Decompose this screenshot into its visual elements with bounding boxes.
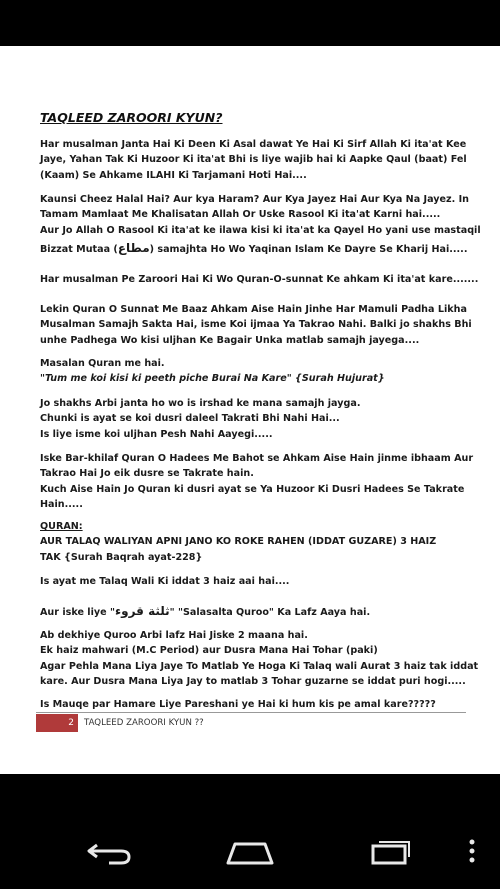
status-bar <box>0 0 500 46</box>
footer-title: TAQLEED ZAROORI KYUN ?? <box>84 718 204 728</box>
home-button[interactable] <box>222 836 278 876</box>
paragraph-3 <box>40 272 479 287</box>
text-line: Jaye, Yahan Tak Ki Huzoor Ki ita'at Bhi is liye wajib hai ki Aapke Qaul (baat) Fel <box>40 154 467 166</box>
recent-apps-icon <box>365 836 415 866</box>
overflow-menu-button[interactable] <box>462 836 482 876</box>
text-segment: ) samajhta Ho Wo Yaqinan Islam Ke Dayre Se Kharij Hai..... <box>149 243 468 255</box>
text-line: Masalan Quran me hai. <box>40 358 165 369</box>
section-label: QURAN: <box>40 521 83 532</box>
back-button[interactable] <box>82 836 138 876</box>
text-line: Jo shakhs Arbi janta ho wo is irshad ke mana samajh jayga. <box>40 398 361 409</box>
paragraph-6 <box>40 396 468 442</box>
text-line: Is liye isme koi uljhan Pesh Nahi Aayegi..... <box>40 428 273 440</box>
text-line-mixed <box>40 604 468 620</box>
text-line: Iske Bar-khilaf Quran O Hadees Me Bahot se Ahkam Aise Hain jinme ibhaam Aur <box>40 453 474 464</box>
text-line: Musalman Samajh Sakta Hai, isme Koi ijmaa Ya Takrao Nahi. Balki jo shakhs Bhi <box>40 319 472 331</box>
home-icon <box>222 836 278 866</box>
paragraph-2 <box>40 192 481 257</box>
text-line: kare. Aur Dusra Mana Liya Jay to matlab 3 Tohar guzarne se iddat puri hogi..... <box>40 675 466 687</box>
text-line: Hain..... <box>40 498 83 510</box>
text-line: Is ayat me Talaq Wali Ki iddat 3 haiz aai hai.... <box>40 576 290 587</box>
text-line-mixed <box>40 241 468 257</box>
text-line: Takrao Hai Jo eik dusre se Takrate hain. <box>40 468 254 480</box>
text-line: Har musalman Pe Zaroori Hai Ki Wo Quran-O-sunnat Ke ahkam Ki ita'at kare....... <box>40 274 479 285</box>
back-arrow-icon <box>85 836 135 866</box>
text-segment: " "Salasalta Quroo" Ka Lafz Aaya hai. <box>169 607 371 618</box>
text-line: Is Mauqe par Hamare Liye Pareshani ye Hai ki hum kis pe amal kare????? <box>40 699 436 710</box>
paragraph-1 <box>40 137 468 183</box>
paragraph-9 <box>40 574 468 589</box>
document-title: TAQLEED ZAROORI KYUN? <box>40 110 223 125</box>
text-line: AUR TALAQ WALIYAN APNI JANO KO ROKE RAHEN (IDDAT GUZARE) 3 HAIZ <box>40 536 437 548</box>
text-line: Lekin Quran O Sunnat Me Baaz Ahkam Aise Hain Jinhe Har Mamuli Padha Likha <box>40 304 467 315</box>
paragraph-11 <box>40 628 479 689</box>
paragraph-4 <box>40 302 472 348</box>
paragraph-10 <box>40 604 468 620</box>
paragraph-12 <box>40 697 468 712</box>
paragraph-5 <box>40 356 468 387</box>
recent-apps-button[interactable] <box>362 836 418 876</box>
text-line: Ab dekhiye Quroo Arbi lafz Hai Jiske 2 maana hai. <box>40 630 308 641</box>
navigation-bar <box>0 774 500 889</box>
text-line: Aur Jo Allah O Rasool Ki ita'at ke ilawa kisi ki ita'at ka Qayel Ho yani use mastaqil <box>40 224 481 236</box>
text-line: unhe Padhega Wo kisi uljhan Ke Bagair Unka matlab samajh jayega.... <box>40 334 420 346</box>
document-page[interactable] <box>0 46 500 774</box>
text-line: Chunki is ayat se koi dusri daleel Takrati Bhi Nahi Hai... <box>40 413 340 425</box>
footer-divider <box>36 712 466 713</box>
text-line: Kaunsi Cheez Halal Hai? Aur kya Haram? Aur Kya Jayez Hai Aur Kya Na Jayez. In <box>40 194 470 205</box>
page-number: 2 <box>36 714 78 732</box>
paragraph-7 <box>40 451 474 512</box>
urdu-text: مطاع <box>117 240 150 255</box>
overflow-menu-icon <box>462 836 482 866</box>
text-line: Har musalman Janta Hai Ki Deen Ki Asal dawat Ye Hai Ki Sirf Allah Ki ita'at Kee <box>40 139 467 150</box>
text-line: TAK {Surah Baqrah ayat-228} <box>40 551 203 563</box>
paragraph-quran <box>40 519 468 565</box>
text-line: Agar Pehla Mana Liya Jaye To Matlab Ye Hoga Ki Talaq wali Aurat 3 haiz tak iddat <box>40 660 479 672</box>
text-segment: Aur iske liye " <box>40 607 115 618</box>
text-line: (Kaam) Se Ahkame ILAHI Ki Tarjamani Hoti Hai.... <box>40 169 307 181</box>
urdu-text: ثلثة قروء <box>114 604 170 618</box>
text-segment: Bizzat Mutaa ( <box>40 243 118 255</box>
text-line: Ek haiz mahwari (M.C Period) aur Dusra Mana Hai Tohar (paki) <box>40 645 378 657</box>
text-line: Tamam Mamlaat Me Khalisatan Allah Or Uske Rasool Ki ita'at Karni hai..... <box>40 209 441 221</box>
quote-line: "Tum me koi kisi ki peeth piche Burai Na Kare" {Surah Hujurat} <box>40 373 385 385</box>
text-line: Kuch Aise Hain Jo Quran ki dusri ayat se Ya Huzoor Ki Dusri Hadees Se Takrate <box>40 483 465 495</box>
